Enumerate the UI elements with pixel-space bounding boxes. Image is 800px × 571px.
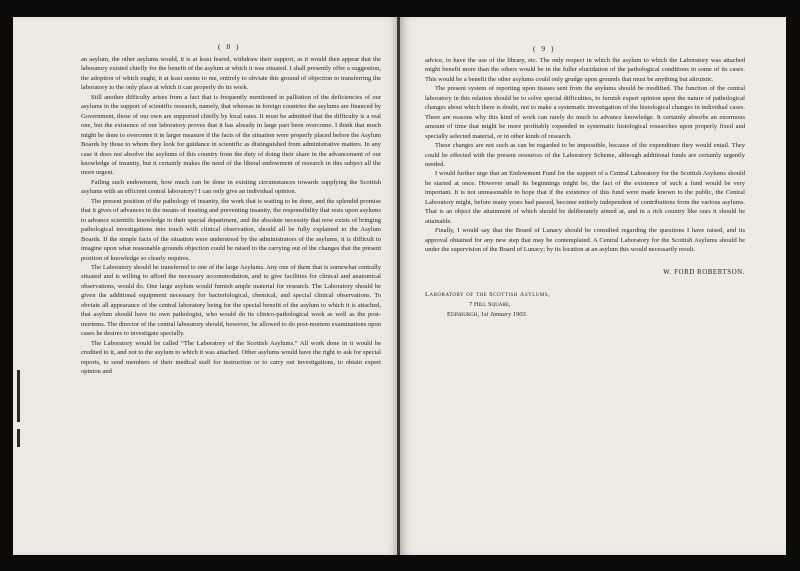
address-line: Laboratory of the Scottish Asylums, [425,290,551,298]
left-page-text [81,55,381,376]
address-block [425,290,745,320]
address-city: Edinburgh, [447,310,479,318]
paragraph: Failing such endowment, how much can be done in existing circumstances towards supplying the Scottish asylums with an efficient central laboratory? I can only give an individual opinion. [81,178,381,196]
paragraph: The present system of reporting upon tissues sent from the asylums should be modified. The function of the central laboratory in this relation should be to solve special difficulties, to furnish expert opinion upon the nature of pathological changes about which there is doubt, not to make a systematic investigation of the histological changes in individual cases. There are reasons why this kind of work can rarely do much to advance knowledge. It certainly absorbs an enormous amount of time that might be more profitably expended in systematic histological researches upon properly fixed and specially selected material, or in other kinds of research. [425,85,745,140]
right-page [400,17,786,555]
paragraph: The present position of the pathology of insanity, the work that is waiting to be done, and the splendid promise that it gives of advances in the means of treating and preventing insanity, the responsibility that rests upon asylums to advance scientific knowledge in their special department, and the absolute necessity that now exists of bringing pathological investigations into touch with clinical observation, should all be fully explained to the Asylum Boards. If the simple facts of the situation were understood by the administrators of the asylums, it is difficult to imagine upon what reasonable grounds objection could be raised to the carrying out of the changes that the present position of knowledge so clearly requires. [81,197,381,262]
signature: W. FORD ROBERTSON. [663,267,745,276]
margin-mark [17,370,20,422]
page-number: ( 9 ) [533,44,556,53]
paragraph: advice, to have the use of the library, etc. The only respect in which the asylum to which the Laboratory was attached might benefit more than the others would be in the fuller elucidation of the pathological conditions in some of its cases. This would be a benefit the other asylums could only grudge upon grounds that must be anything but altruistic. [425,57,745,83]
paragraph: I would further urge that an Endowment Fund for the support of a Central Laboratory for the Scottish Asylums should be started at once. However small its beginnings might be, the fact of the existence of such a fund would be very important. It is not unreasonable to hope that if the existence of this fund were made known to the public, the Central Laboratory might, before many years had passed, become entirely independent of contributions from the various asylums. That is an object the attainment of which should be deliberately aimed at, and in a rich country like ours it should be attainable. [425,170,745,225]
address-line [425,310,745,320]
address-date: 1st January 1903. [480,310,528,318]
paragraph: an asylum, the other asylums would, it is at least feared, withdraw their support, as it would then appear that the laboratory existed chiefly for the benefit of the asylum at which it was situated. I shall presently offer a suggestion, the adoption of which ought, it at least seems to me, entirely to obviate this ground of objection to transferring the laboratory to the only place at which it can properly do its work. [81,56,381,92]
page-number: ( 8 ) [218,42,241,51]
address-line: 7 Hill Square, [469,300,511,308]
paragraph: The Laboratory would be called “The Laboratory of the Scottish Asylums.” All work done in it would be credited to it, and not to the asylum to which it was attached. Other asylums would have the right to ask for special reports, to send members of their medical staff for instruction or to carry out investigations, to obtain expert opinion and [81,339,381,375]
paragraph: These changes are not such as can be regarded to be impossible, because of the expenditure they would entail. They could be effected with the present resources of the Laboratory Scheme, although additional funds are certainly urgently needed. [425,142,745,168]
paragraph: Finally, I would say that the Board of Lunacy should be consulted regarding the questions I have raised, and its approval obtained for any new step that may be contemplated. A Central Laboratory for the Scottish Asylums should be under the supervision of the Board of Lunacy; by its location at an asylum this would necessarily result. [425,227,745,254]
left-page [13,17,399,555]
paragraph: Still another difficulty arises from a fact that is frequently mentioned in palliation of the deficiencies of our asylums in the support of scientific research, namely, that whereas in foreign countries the asylums are financed by Government, those of our own are supported chiefly by local rates. It must be admitted that the difficulty is a real one, but the existence of our laboratory proves that it has already in large part been overcome. I think that much might be done to overcome it in larger measure if the facts of the situation were properly placed before the Asylum Boards by those to whom they look for guidance in scientific as distinguished from administrative matters. In any case it does not absolve the asylums of this country from the duty of doing their share in the advancement of our knowledge of insanity, but it certainly makes the need of the liberal endowment of research in this subject all the more urgent. [81,93,381,177]
margin-mark [17,429,20,447]
paragraph: The Laboratory should be transferred to one of the large Asylums. Any one of them that is somewhat centrally situated and is willing to afford the necessary accommodation, and to give facilities for clinical and anatomical observations, would do. One large asylum would furnish ample material for research. The Laboratory should be given the additional equipment necessary for bacteriological, chemical, and special clinical observations. To obviate all appearance of the central laboratory being for the special benefit of the asylum to which it is attached, that asylum should have its own pathologist, who would do its clinico-pathological work as well as the post-mortems. The director of the central laboratory should, however, be allowed to do post-mortem examinations upon cases he desires to investigate specially. [81,263,381,338]
right-page-text [425,56,745,320]
